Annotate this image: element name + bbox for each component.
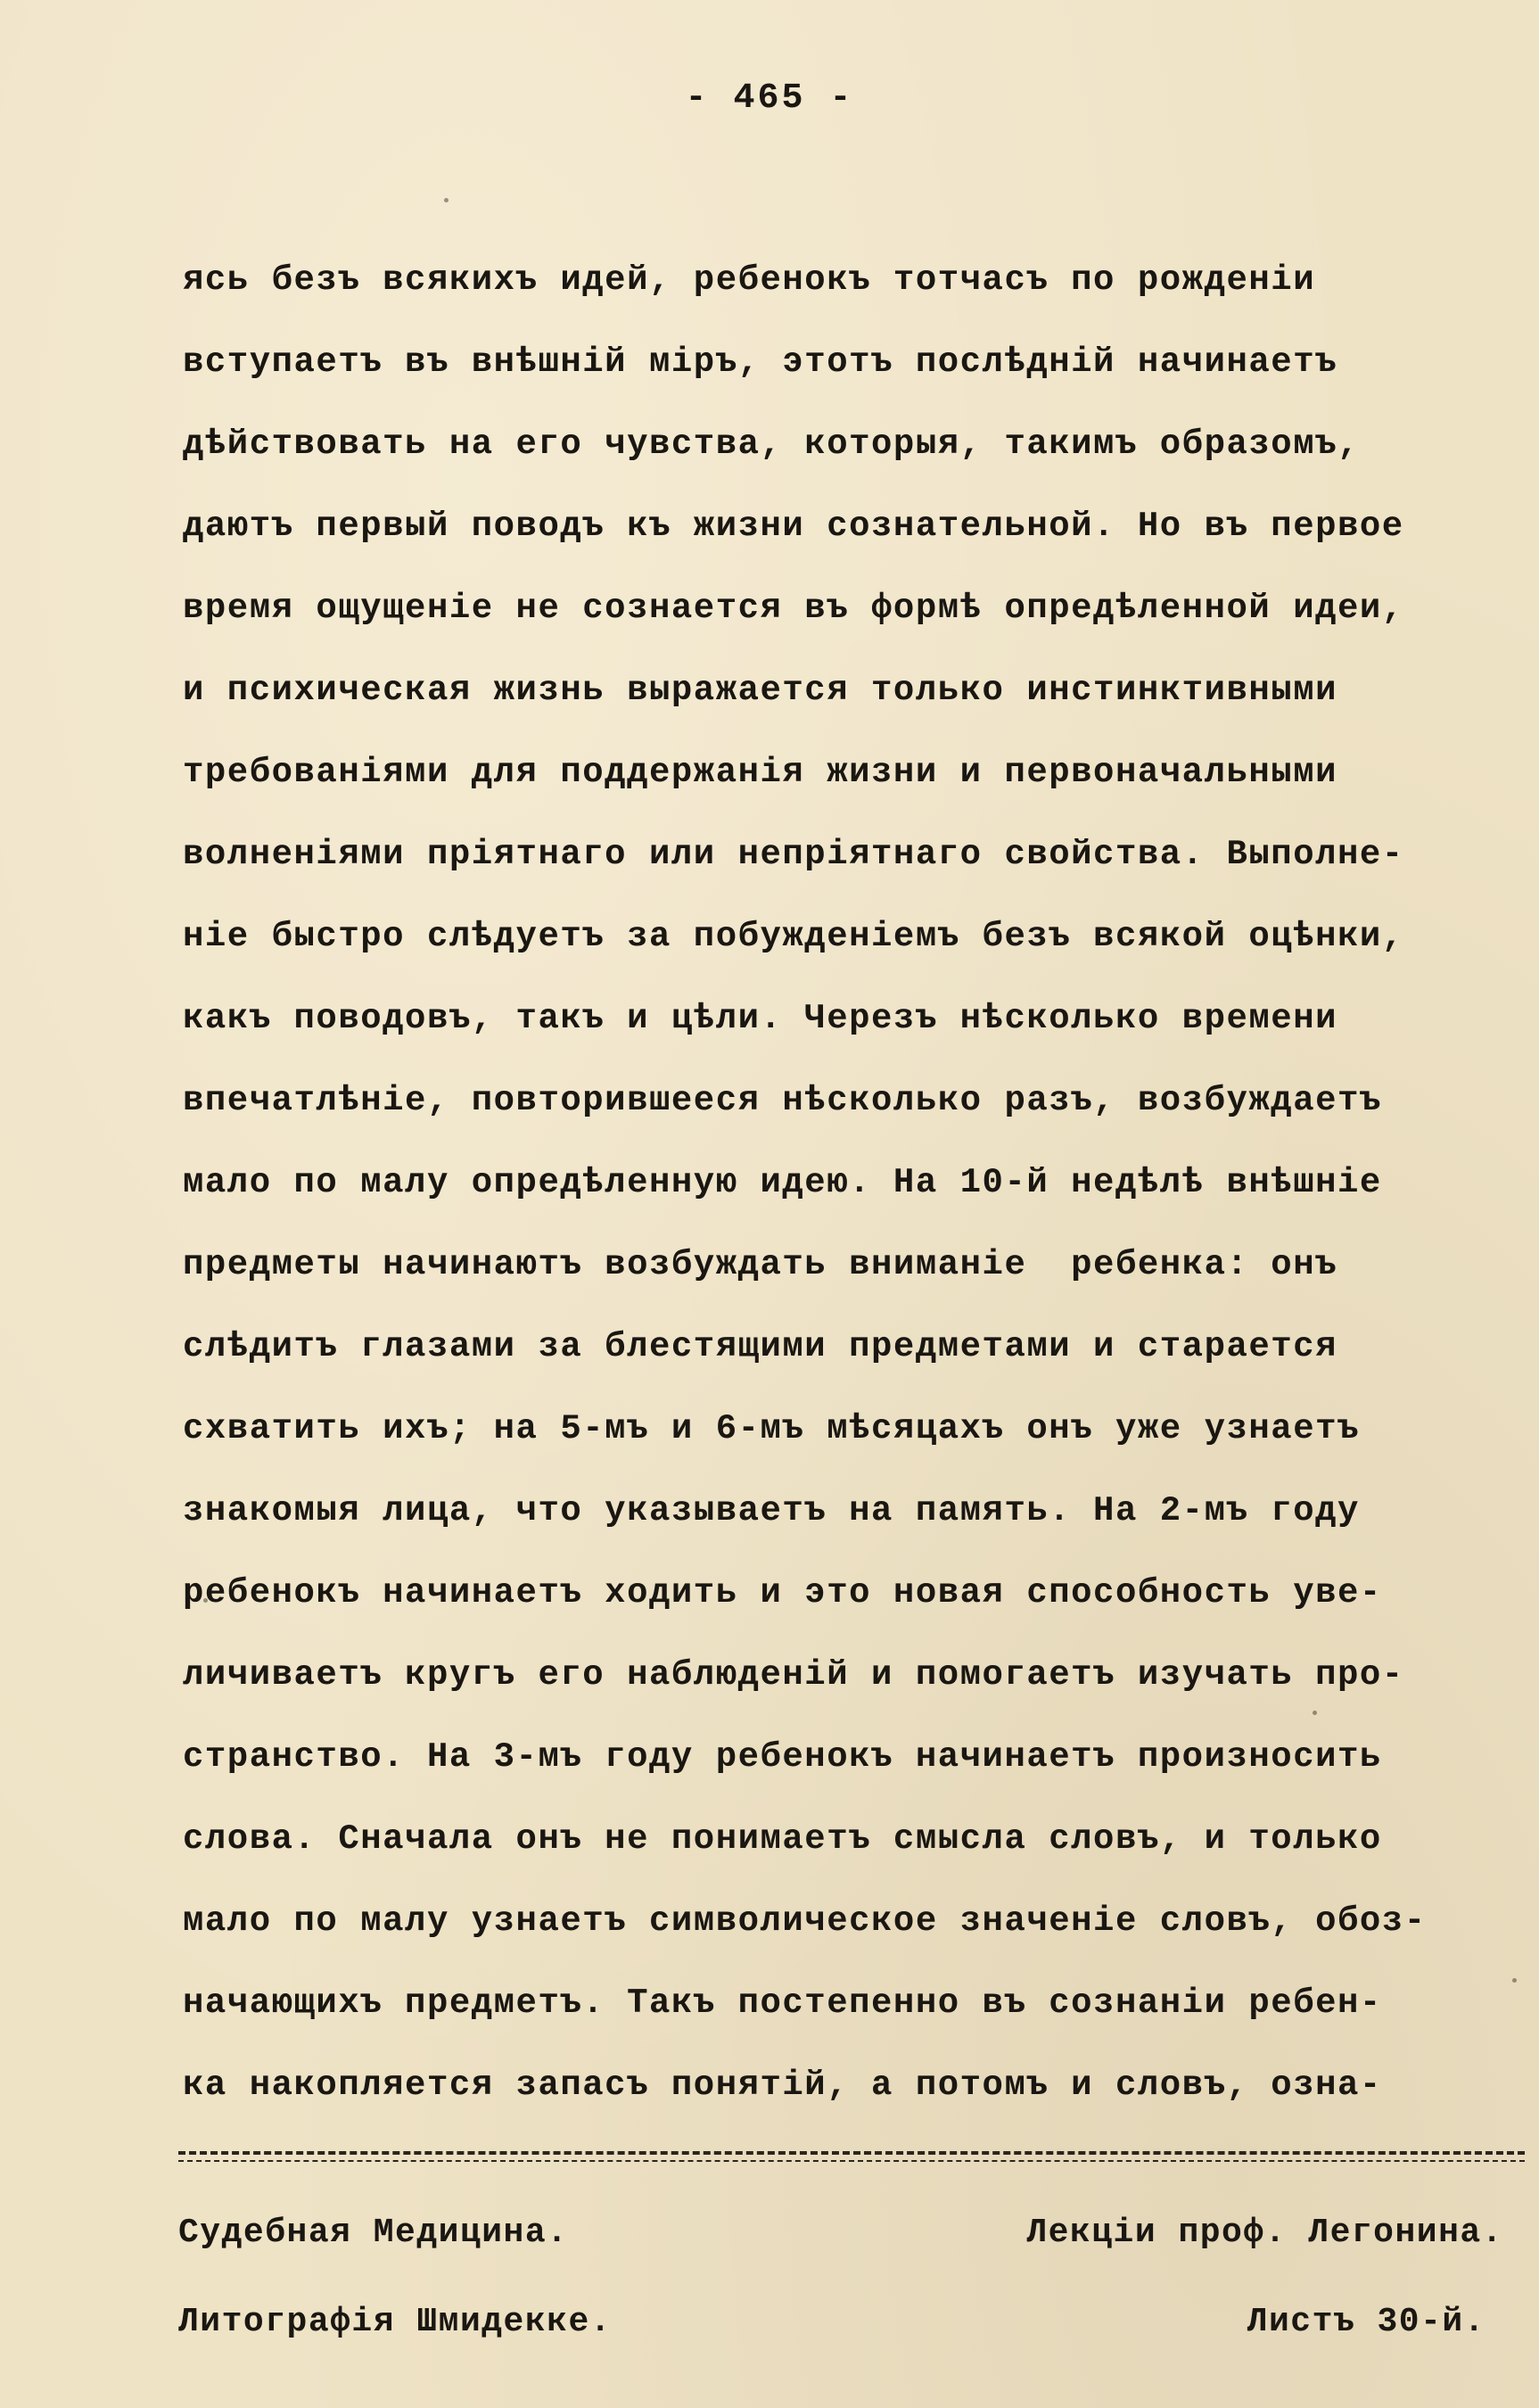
text-line: знакомыя лица, что указываетъ на память. На 2-мъ году — [183, 1491, 1360, 1530]
text-line: предметы начинаютъ возбуждать вниманіе ребенка: онъ — [183, 1245, 1337, 1284]
text-line: схватить ихъ; на 5-мъ и 6-мъ мѣсяцахъ онъ уже узнаетъ — [183, 1409, 1360, 1448]
footer-printer: Литографія Шмидекке. — [178, 2303, 613, 2341]
text-line: слѣдитъ глазами за блестящими предметами и старается — [183, 1327, 1337, 1366]
footer-sheet-number: Листъ 30-й. — [1247, 2303, 1486, 2341]
text-line: и психическая жизнь выражается только инстинктивными — [183, 671, 1337, 710]
paper-speck — [444, 198, 449, 202]
text-line: ясь безъ всякихъ идей, ребенокъ тотчасъ по рожденіи — [183, 260, 1316, 300]
text-line: ка накопляется запасъ понятій, а потомъ и словъ, озна- — [183, 2066, 1382, 2105]
paper-speck — [1512, 1978, 1517, 1983]
footer-course-title: Судебная Медицина. — [178, 2214, 569, 2252]
text-line: личиваетъ кругъ его наблюденій и помогаетъ изучать про- — [183, 1655, 1404, 1695]
text-line: ніе быстро слѣдуетъ за побужденіемъ безъ всякой оцѣнки, — [183, 917, 1404, 956]
footer-separator — [178, 2151, 1525, 2155]
text-line: странство. На 3-мъ году ребенокъ начинаетъ произносить — [183, 1737, 1382, 1777]
text-line: начающихъ предметъ. Такъ постепенно въ сознаніи ребен- — [183, 1983, 1382, 2023]
text-line: слова. Сначала онъ не понимаетъ смысла словъ, и только — [183, 1819, 1382, 1859]
text-line: ребенокъ начинаетъ ходить и это новая способность уве- — [183, 1573, 1382, 1612]
text-line: мало по малу узнаетъ символическое значеніе словъ, обоз- — [183, 1901, 1427, 1941]
text-line: даютъ первый поводъ къ жизни сознательной. Но въ первое — [183, 507, 1404, 546]
text-line: какъ поводовъ, такъ и цѣли. Черезъ нѣсколько времени — [183, 999, 1337, 1038]
text-line: мало по малу опредѣленную идею. На 10-й недѣлѣ внѣшніе — [183, 1163, 1382, 1202]
text-line: волненіями пріятнаго или непріятнаго свойства. Выполне- — [183, 835, 1404, 874]
text-line: вступаетъ въ внѣшній міръ, этотъ послѣдній начинаетъ — [183, 342, 1337, 382]
paper-speck — [1313, 1711, 1317, 1715]
footer-lecturer: Лекціи проф. Легонина. — [1026, 2214, 1503, 2252]
body-text — [183, 239, 1538, 2126]
text-line: требованіями для поддержанія жизни и первоначальными — [183, 753, 1337, 792]
text-line: дѣйствовать на его чувства, которыя, такимъ образомъ, — [183, 425, 1360, 464]
text-line: впечатлѣніе, повторившееся нѣсколько разъ, возбуждаетъ — [183, 1081, 1382, 1120]
paper-speck — [203, 1598, 208, 1603]
text-line: время ощущеніе не сознается въ формѣ опредѣленной идеи, — [183, 589, 1404, 628]
footer-separator-secondary — [178, 2160, 1525, 2162]
page-number: - 465 - — [685, 78, 854, 119]
